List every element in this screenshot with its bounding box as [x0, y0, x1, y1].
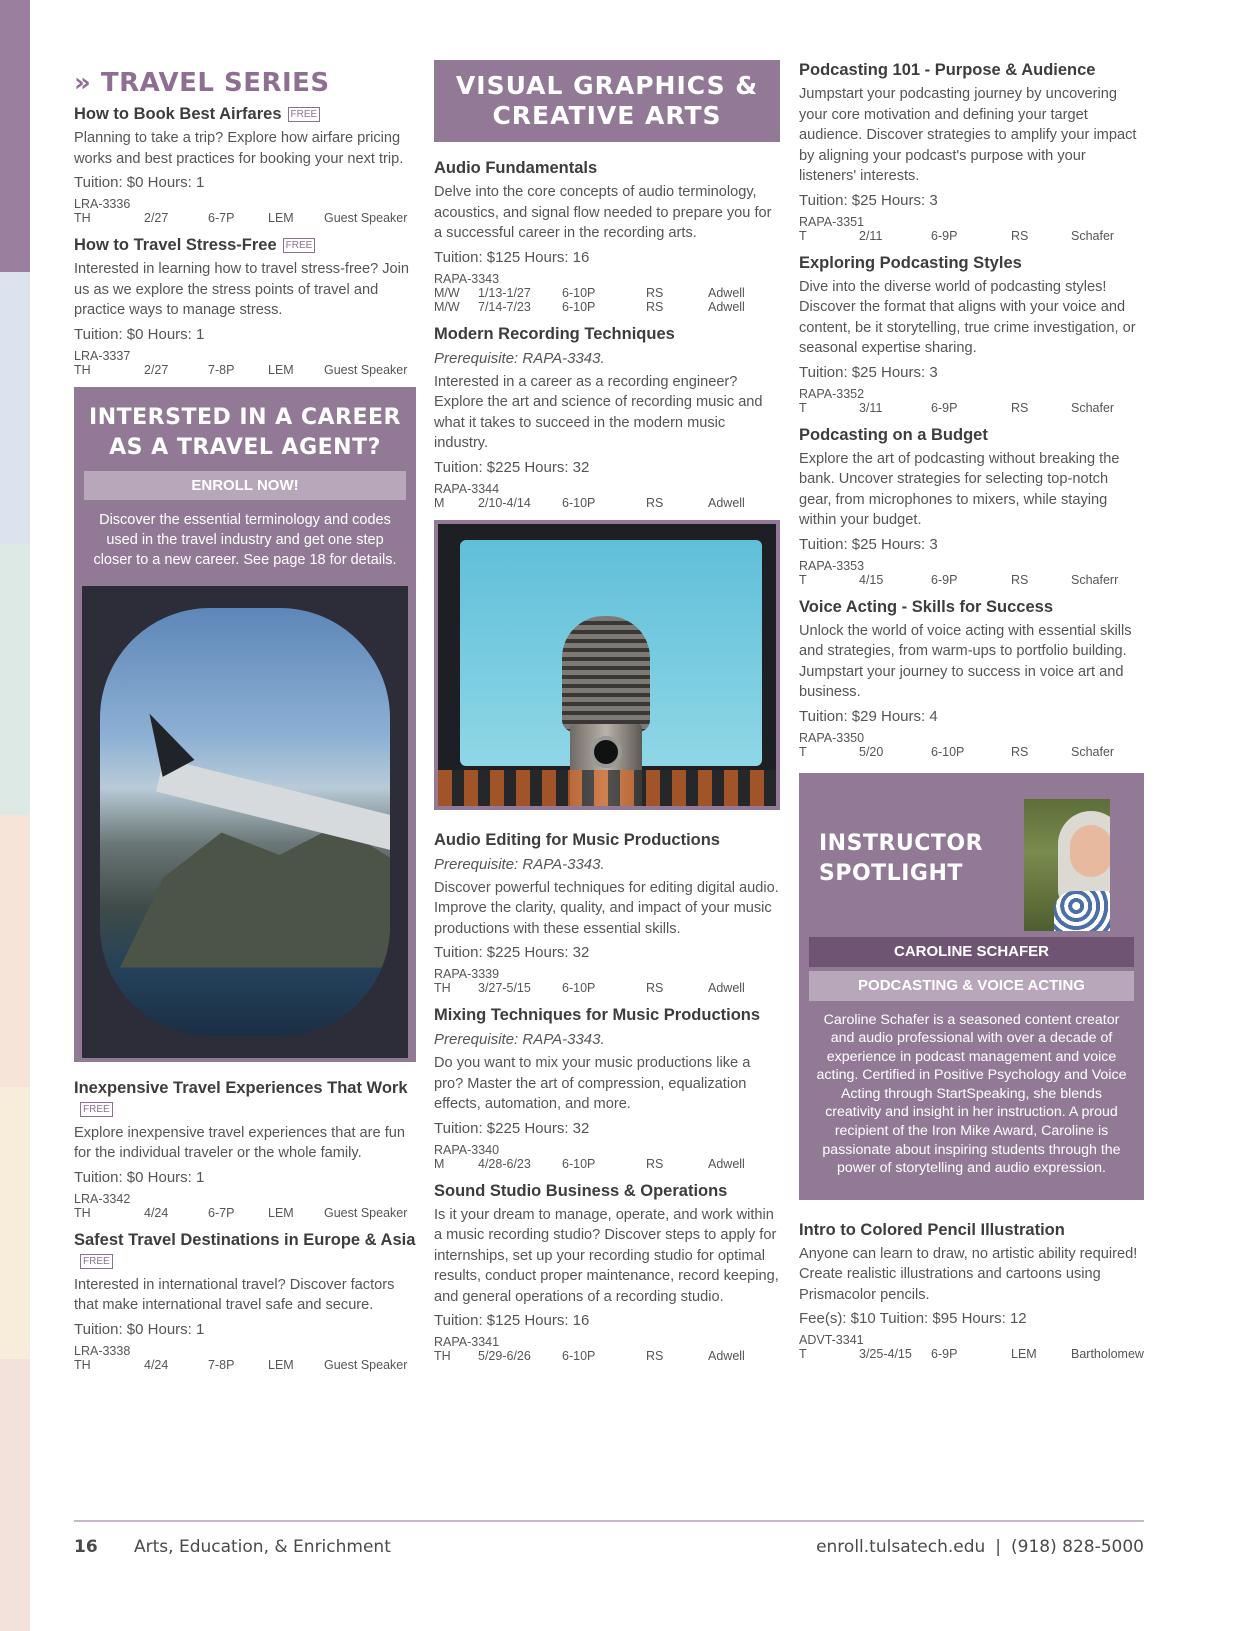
strip-segment: [0, 544, 30, 816]
course-description: Discover powerful techniques for editing digital audio. Improve the clarity, quality, and impact of your music productions with these essential skills.: [434, 879, 779, 937]
color-strip: [0, 0, 30, 1631]
course-listing: [434, 1181, 780, 1364]
schedule-instructor: Adwell: [708, 495, 745, 510]
schedule-time: 6-7P: [208, 1205, 235, 1220]
course-title-text: Podcasting on a Budget: [799, 425, 988, 444]
free-badge: FREE: [80, 1102, 113, 1117]
course-title: [434, 1005, 780, 1026]
schedule-dates: 4/24: [144, 1357, 169, 1372]
schedule-time: 6-10P: [562, 981, 596, 995]
schedule-dates: 2/11: [859, 228, 883, 243]
schedule-row: [434, 981, 780, 995]
schedule-location: RS: [646, 285, 664, 300]
course-code: LRA-3338: [74, 1343, 131, 1358]
section-header-title: VISUAL GRAPHICS & CREATIVE ARTS: [455, 71, 759, 130]
page-number: 16: [74, 1537, 98, 1557]
course-title: [434, 1181, 780, 1202]
course-title-text: Voice Acting - Skills for Success: [799, 597, 1054, 616]
course-title: [434, 158, 780, 179]
travel-series-column: [74, 60, 416, 1382]
course-title-text: Podcasting 101 - Purpose & Audience: [799, 61, 1096, 79]
course-list: [434, 830, 780, 1364]
course-prerequisite: Prerequisite: RAPA-3343.: [434, 855, 605, 873]
course-title: [799, 1220, 1144, 1241]
schedule-row: [434, 286, 780, 300]
schedule-instructor: Guest Speaker: [324, 1205, 408, 1220]
course-tuition: Fee(s): $10 Tuition: $95 Hours: 12: [799, 1310, 1027, 1328]
instructor-role: PODCASTING & VOICE ACTING: [809, 971, 1134, 1001]
schedule-dates: 4/28-6/23: [478, 1156, 531, 1171]
enroll-now-button[interactable]: ENROLL NOW!: [84, 471, 406, 500]
schedule-location: LEM: [268, 1205, 294, 1220]
course-tuition: Tuition: $125 Hours: 16: [434, 1312, 590, 1329]
visual-arts-column: [434, 60, 780, 1373]
schedule-time: 6-10P: [931, 744, 965, 759]
course-tuition: Tuition: $225 Hours: 32: [434, 1119, 590, 1137]
schedule-time: 6-9P: [931, 400, 958, 415]
course-description: Interested in a career as a recording engineer? Explore the art and science of recording music and what it takes to succeed in the modern music industry.: [434, 373, 763, 451]
footer-section: Arts, Education, & Enrichment: [134, 1537, 391, 1557]
schedule-days: T: [799, 228, 807, 243]
course-title: [74, 1230, 416, 1272]
schedule-days: TH: [74, 211, 91, 225]
course-tuition: Tuition: $0 Hours: 1: [74, 1168, 205, 1186]
schedule-location: LEM: [1011, 1347, 1037, 1362]
course-code: RAPA-3352: [799, 386, 865, 401]
travel-agent-promo: [74, 387, 416, 1062]
section-title: » TRAVEL SERIES: [74, 68, 330, 98]
course-tuition: Tuition: $25 Hours: 3: [799, 191, 938, 209]
schedule-days: M/W: [434, 285, 460, 300]
course-listing: [799, 597, 1144, 759]
schedule-days: T: [799, 1347, 807, 1362]
schedule-row: [74, 1358, 416, 1372]
schedule-dates: 2/27: [144, 362, 169, 377]
schedule-dates: 2/10-4/14: [478, 495, 531, 510]
schedule-location: RS: [1011, 400, 1029, 415]
course-list: [434, 158, 780, 510]
course-title-text: Sound Studio Business & Operations: [434, 1181, 728, 1200]
schedule-location: LEM: [268, 1357, 294, 1372]
schedule-row: [434, 496, 780, 510]
course-description: Jumpstart your podcasting journey by uncovering your core motivation and defining your target audience. Discover strategies to amplify your impact by aligning your podcast's purpose with your listeners' interests.: [799, 86, 1137, 184]
course-listing: [74, 104, 416, 225]
schedule-location: RS: [646, 1349, 664, 1363]
course-tuition: Tuition: $225 Hours: 32: [434, 944, 590, 961]
schedule-instructor: Adwell: [708, 1156, 745, 1171]
schedule-time: 6-7P: [208, 211, 235, 225]
schedule-row: [799, 745, 1144, 759]
footer-separator: |: [995, 1537, 1002, 1557]
schedule-time: 6-9P: [931, 572, 958, 587]
course-title-text: Modern Recording Techniques: [434, 324, 675, 343]
course-list: [74, 104, 416, 377]
schedule-instructor: Adwell: [708, 285, 745, 300]
promo-text: Discover the essential terminology and codes used in the travel industry and get one step closer to a new career. See page 18 for details.: [93, 511, 397, 568]
instructor-portrait: [1024, 799, 1110, 931]
course-listing: [434, 1005, 780, 1171]
course-description: Unlock the world of voice acting with essential skills and strategies, from warm-ups to portfolio building. Jumpstart your journey to success in voice art and business.: [799, 622, 1132, 700]
schedule-location: RS: [1011, 744, 1029, 759]
schedule-days: T: [799, 400, 807, 415]
course-code: RAPA-3351: [799, 214, 865, 229]
course-title: [799, 597, 1144, 618]
schedule-time: 6-9P: [931, 1347, 958, 1362]
course-title: [434, 830, 780, 851]
course-tuition: Tuition: $29 Hours: 4: [799, 707, 938, 725]
course-title-text: Audio Fundamentals: [434, 159, 598, 177]
schedule-row: [74, 363, 416, 377]
course-code: RAPA-3343: [434, 271, 500, 286]
schedule-time: 6-9P: [931, 228, 958, 243]
course-listing: [434, 158, 780, 314]
schedule-dates: 7/14-7/23: [478, 299, 531, 314]
schedule-time: 7-8P: [208, 362, 235, 377]
schedule-time: 6-10P: [562, 1156, 596, 1171]
course-listing: [74, 1230, 416, 1372]
course-title: [74, 235, 416, 256]
schedule-time: 7-8P: [208, 1357, 235, 1372]
course-list: [799, 1220, 1144, 1362]
course-tuition: Tuition: $225 Hours: 32: [434, 458, 590, 476]
schedule-instructor: Schafer: [1071, 400, 1115, 415]
schedule-instructor: Guest Speaker: [324, 211, 408, 225]
course-list: [74, 1078, 416, 1372]
schedule-instructor: Guest Speaker: [324, 1357, 408, 1372]
schedule-days: M: [434, 495, 445, 510]
course-description: Interested in learning how to travel stress-free? Join us as we explore the stress points of travel and practice ways to manage stress.: [74, 261, 410, 318]
course-code: LRA-3336: [74, 197, 131, 211]
schedule-location: RS: [646, 299, 664, 314]
course-description: Interested in international travel? Discover factors that make international travel safe and secure.: [74, 1276, 395, 1313]
course-listing: [74, 235, 416, 377]
course-code: RAPA-3341: [434, 1335, 500, 1349]
course-listing: [434, 830, 780, 996]
schedule-days: TH: [74, 1357, 91, 1372]
course-description: Do you want to mix your music productions like a pro? Master the art of compression, equalization effects, automation, and more.: [434, 1055, 751, 1112]
schedule-days: TH: [434, 1349, 451, 1363]
course-code: RAPA-3344: [434, 481, 500, 496]
course-title-text: Mixing Techniques for Music Productions: [434, 1006, 761, 1024]
schedule-row: [74, 211, 416, 225]
free-badge: FREE: [80, 1254, 113, 1269]
schedule-location: RS: [1011, 572, 1029, 587]
footer-contact: [816, 1537, 1144, 1557]
schedule-location: RS: [1011, 228, 1029, 243]
course-title-text: How to Travel Stress-Free: [74, 236, 277, 254]
course-description: Delve into the core concepts of audio terminology, acoustics, and signal flow needed to prepare you for a successful career in the recording arts.: [434, 184, 772, 241]
course-tuition: Tuition: $0 Hours: 1: [74, 325, 205, 343]
course-listing: [74, 1078, 416, 1220]
schedule-location: LEM: [268, 211, 294, 225]
course-title-text: Exploring Podcasting Styles: [799, 253, 1022, 272]
schedule-row: [74, 1206, 416, 1220]
strip-segment: [0, 1359, 30, 1631]
course-code: LRA-3342: [74, 1191, 131, 1206]
schedule-instructor: Adwell: [708, 1349, 745, 1363]
course-listing: [799, 425, 1144, 587]
course-code: RAPA-3340: [434, 1142, 500, 1157]
course-description: Anyone can learn to draw, no artistic ability required! Create realistic illustrations and cartoons using Prismacolor pencils.: [799, 1245, 1138, 1303]
course-tuition: Tuition: $125 Hours: 16: [434, 248, 590, 266]
schedule-instructor: Schafer: [1071, 228, 1115, 243]
section-header: [434, 60, 780, 142]
schedule-instructor: Adwell: [708, 299, 745, 314]
schedule-dates: 4/15: [859, 572, 884, 587]
schedule-days: TH: [434, 981, 451, 995]
schedule-location: RS: [646, 1156, 664, 1171]
course-title-text: Safest Travel Destinations in Europe & Asia: [74, 1230, 416, 1249]
course-code: LRA-3337: [74, 348, 131, 363]
schedule-row: [799, 229, 1144, 243]
schedule-row: [434, 1349, 780, 1363]
phone-number: (918) 828-5000: [1011, 1537, 1144, 1557]
strip-segment: [0, 815, 30, 1087]
promo-title: INTERSTED IN A CAREER AS A TRAVEL AGENT?: [89, 404, 401, 460]
instructor-spotlight: [799, 773, 1144, 1200]
course-title-text: How to Book Best Airfares: [74, 105, 282, 123]
course-code: RAPA-3353: [799, 558, 865, 573]
schedule-days: M: [434, 1156, 445, 1171]
schedule-dates: 3/25-4/15: [859, 1347, 912, 1362]
free-badge: FREE: [283, 238, 316, 253]
schedule-days: TH: [74, 1205, 91, 1220]
course-prerequisite: Prerequisite: RAPA-3343.: [434, 349, 605, 367]
schedule-time: 6-10P: [562, 299, 596, 314]
course-title-text: Intro to Colored Pencil Illustration: [799, 1220, 1065, 1239]
schedule-dates: 5/20: [859, 744, 884, 759]
course-description: Is it your dream to manage, operate, and work within a music recording studio? Discover steps to apply for internships, set up your recording studio for optimal results, conduct proper maintenance, record keeping, and general operations of a recording studio.: [434, 1206, 779, 1305]
course-tuition: Tuition: $25 Hours: 3: [799, 535, 938, 553]
course-list: [799, 60, 1144, 759]
course-description: Planning to take a trip? Explore how airfare pricing works and best practices for booking your next trip.: [74, 130, 404, 167]
schedule-row: [799, 1347, 1144, 1361]
schedule-instructor: Guest Speaker: [324, 362, 408, 377]
course-listing: [799, 60, 1144, 243]
course-listing: [799, 1220, 1144, 1362]
instructor-name: CAROLINE SCHAFER: [809, 937, 1134, 967]
schedule-dates: 1/13-1/27: [478, 285, 531, 300]
course-code: RAPA-3350: [799, 730, 865, 745]
course-tuition: Tuition: $0 Hours: 1: [74, 174, 205, 191]
free-badge: FREE: [288, 107, 321, 122]
schedule-time: 6-10P: [562, 495, 596, 510]
course-description: Explore inexpensive travel experiences that are fun for the individual traveler or the whole family.: [74, 1124, 405, 1161]
website-link[interactable]: enroll.tulsatech.edu: [816, 1537, 986, 1557]
course-listing: [434, 324, 780, 510]
course-description: Dive into the diverse world of podcasting styles! Discover the format that aligns with your voice and content, be it storytelling, true crime investigation, or seasonal expertise sharing.: [799, 278, 1136, 356]
schedule-row: [799, 573, 1144, 587]
schedule-instructor: Schaferr: [1071, 572, 1119, 587]
schedule-time: 6-10P: [562, 285, 596, 300]
schedule-dates: 4/24: [144, 1205, 169, 1220]
course-title: [74, 1078, 416, 1120]
instructor-bio: Caroline Schafer is a seasoned content creator and audio professional with over a decade of experience in podcast management and voice acting. Certified in Positive Psychology and Voice Acting through StartSpeaking, she blends creativity and insight in her instruction. A proud recipient of the Iron Mike Award, Caroline is passionate about inspiring students through the power of storytelling and audio expression.: [816, 1011, 1127, 1177]
course-tuition: Tuition: $0 Hours: 1: [74, 1320, 205, 1338]
airplane-window-photo: [78, 582, 412, 1062]
strip-segment: [0, 272, 30, 544]
footer-divider: [74, 1520, 1144, 1522]
course-listing: [799, 253, 1144, 415]
course-title-text: Audio Editing for Music Productions: [434, 830, 720, 849]
course-title: [74, 104, 416, 125]
schedule-location: LEM: [268, 362, 294, 377]
schedule-instructor: Adwell: [708, 981, 745, 995]
schedule-dates: 3/11: [859, 400, 883, 415]
schedule-instructor: Schafer: [1071, 744, 1115, 759]
schedule-days: T: [799, 572, 807, 587]
course-code: ADVT-3341: [799, 1333, 864, 1348]
strip-segment: [0, 0, 30, 272]
course-title-text: Inexpensive Travel Experiences That Work: [74, 1078, 408, 1097]
schedule-dates: 2/27: [144, 211, 169, 225]
course-code: RAPA-3339: [434, 967, 500, 981]
schedule-days: M/W: [434, 299, 460, 314]
course-tuition: Tuition: $25 Hours: 3: [799, 363, 938, 381]
schedule-location: RS: [646, 495, 664, 510]
schedule-location: RS: [646, 981, 664, 995]
schedule-instructor: Bartholomew: [1071, 1347, 1144, 1362]
podcasting-column: [799, 60, 1144, 1371]
schedule-row: [799, 401, 1144, 415]
strip-segment: [0, 1087, 30, 1359]
course-title: [434, 324, 780, 345]
course-description: Explore the art of podcasting without breaking the bank. Uncover strategies for selecting top-notch gear, from microphones to mixers, while staying within your budget.: [799, 450, 1120, 528]
schedule-row: [434, 300, 780, 314]
course-title: [799, 253, 1144, 274]
schedule-dates: 3/27-5/15: [478, 981, 531, 995]
course-prerequisite: Prerequisite: RAPA-3343.: [434, 1031, 605, 1048]
schedule-dates: 5/29-6/26: [478, 1349, 531, 1363]
course-title: [799, 60, 1144, 81]
microphone-photo: [434, 520, 780, 810]
schedule-row: [434, 1157, 780, 1171]
schedule-days: T: [799, 744, 807, 759]
spotlight-title: INSTRUCTOR SPOTLIGHT: [819, 830, 984, 886]
course-title: [799, 425, 1144, 446]
schedule-time: 6-10P: [562, 1349, 596, 1363]
schedule-days: TH: [74, 362, 91, 377]
